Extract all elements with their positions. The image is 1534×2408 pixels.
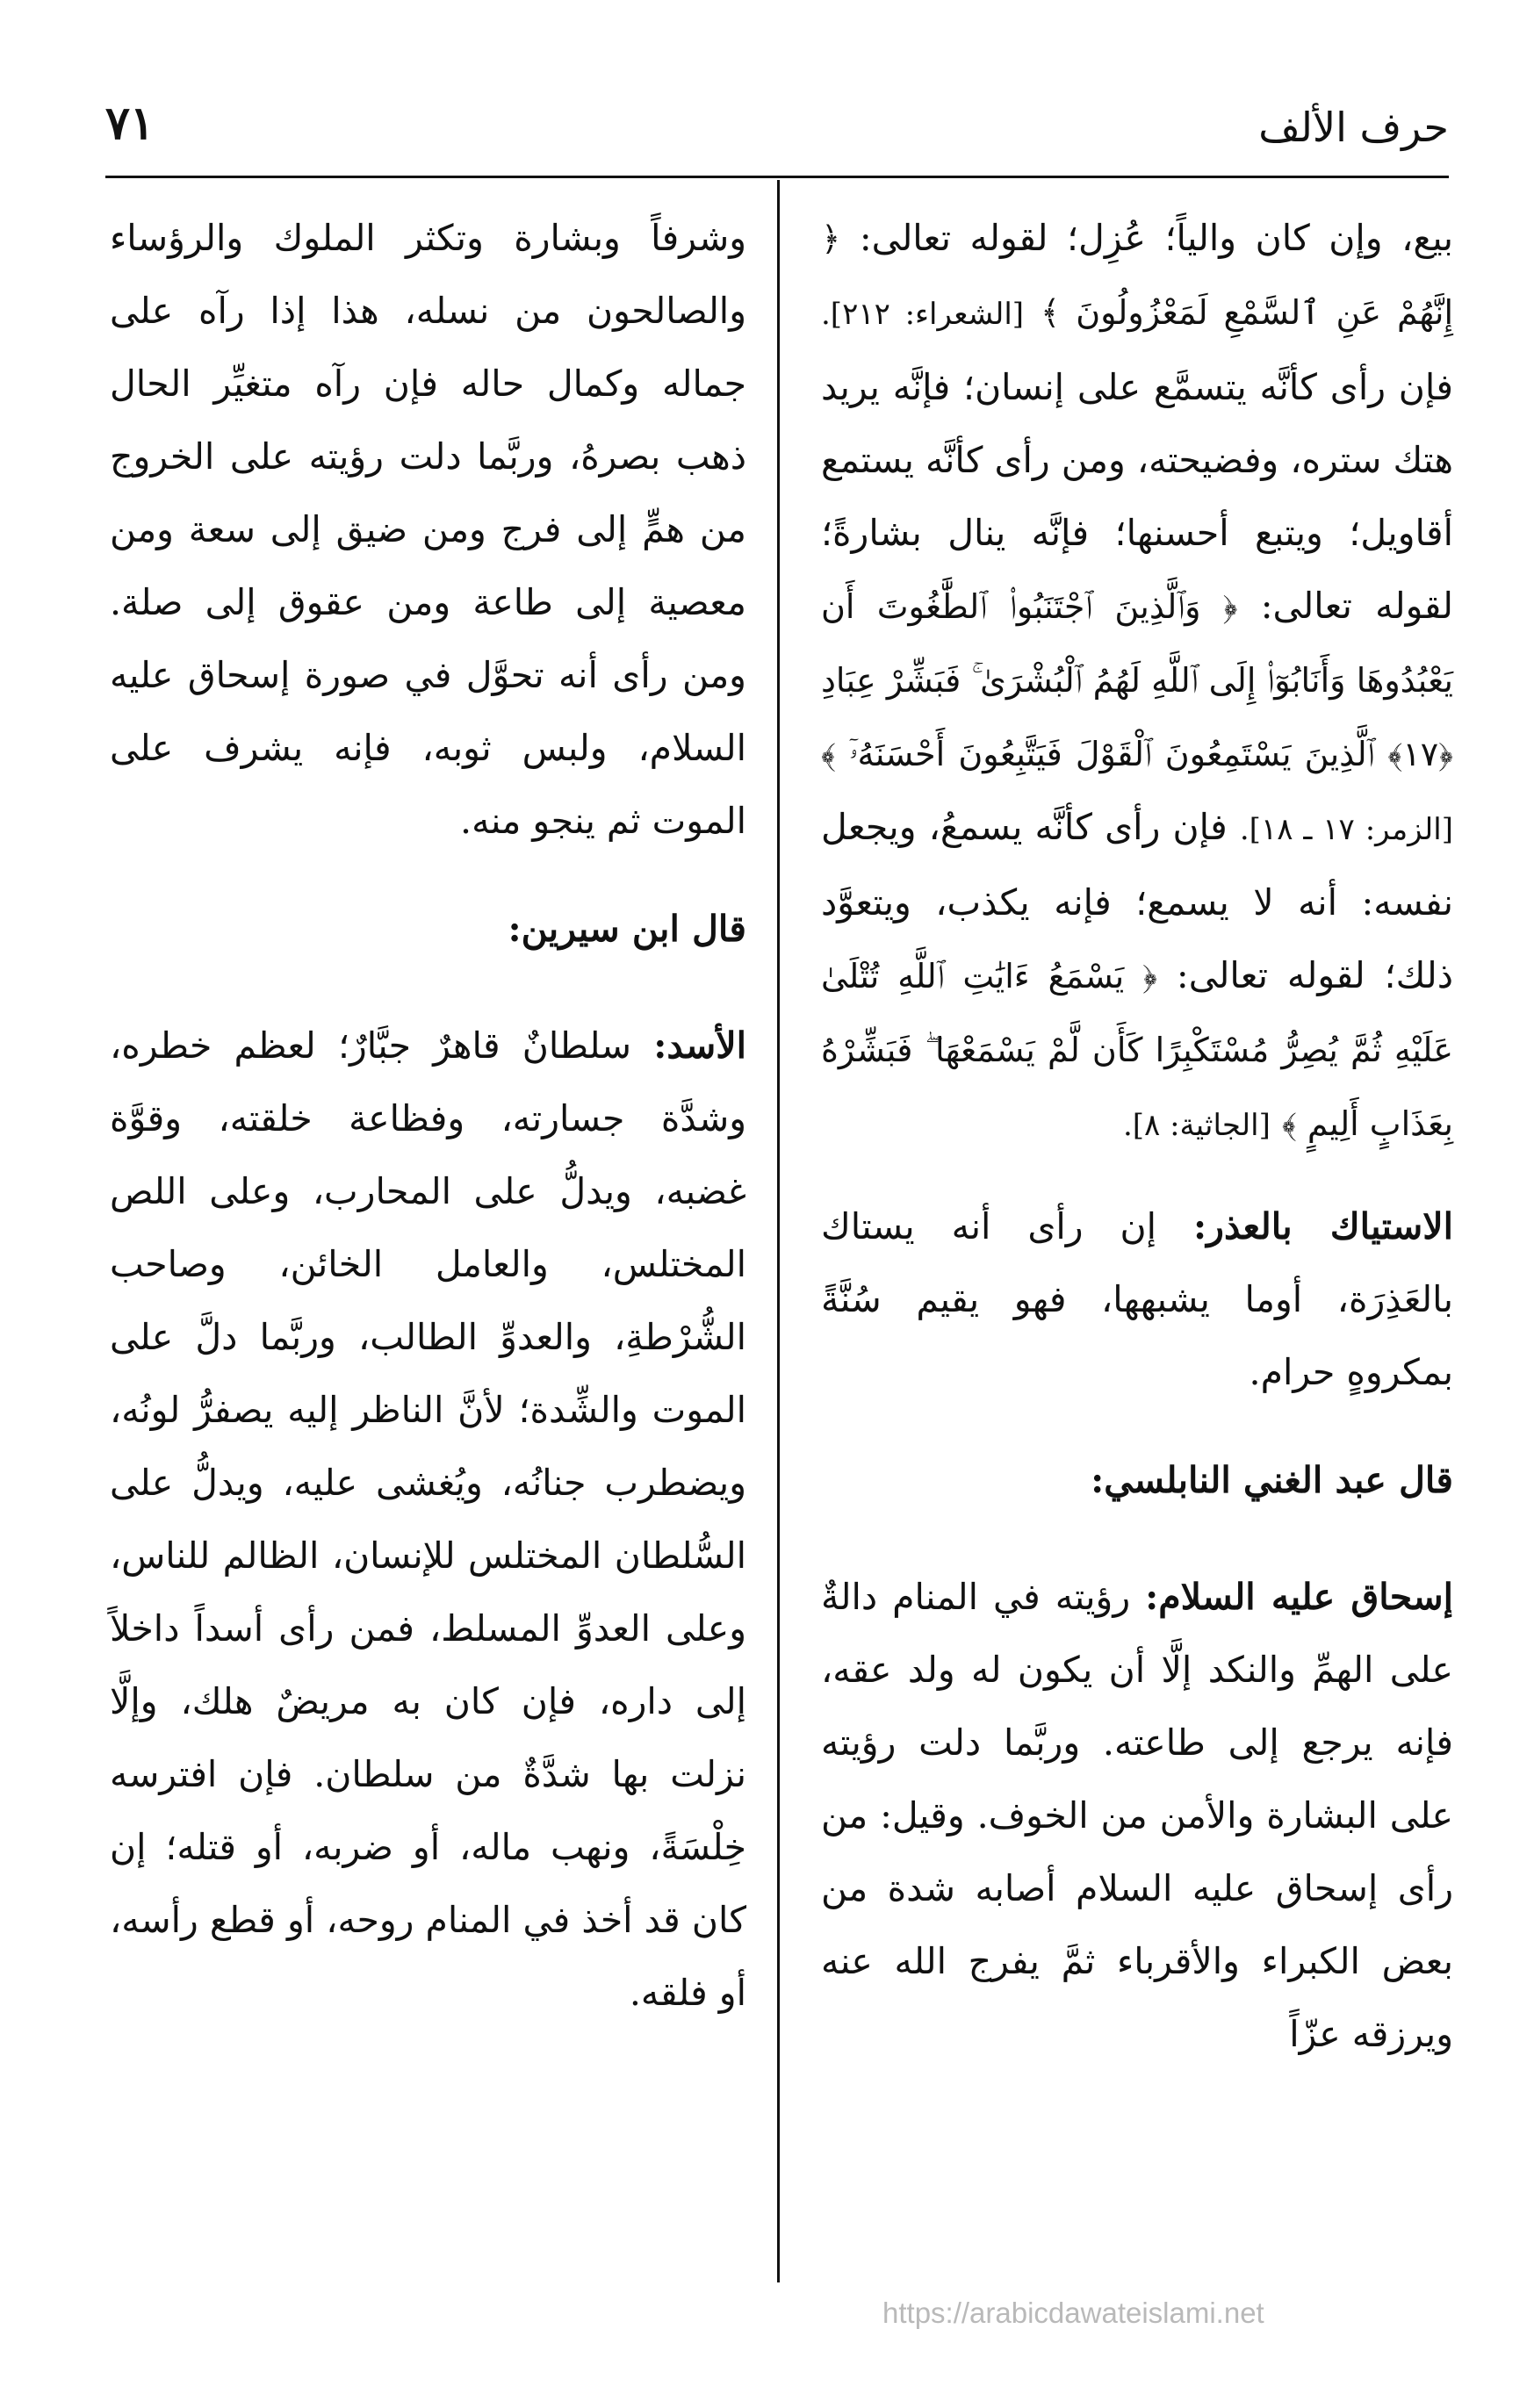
entry-ishaq <box>821 1561 1453 2071</box>
paragraph-text: بيع، وإن كان والياً؛ عُزِل؛ لقوله تعالى: <box>859 217 1453 259</box>
quran-verse: ﴿ يَسْمَعُ ءَايَٰتِ ٱللَّهِ تُتْلَىٰ عَلَيْهِ ثُمَّ يُصِرُّ مُسْتَكْبِرًا كَأَن لَّمْ يَسْمَعْهَا ۖ فَبَشِّرْهُ بِعَذَابٍ أَلِيمٍ ﴾ <box>821 957 1453 1143</box>
entry-lion <box>110 1010 746 2030</box>
page-header <box>105 97 1449 158</box>
header-rule <box>105 176 1449 178</box>
entry-text: رؤيته في المنام دالةٌ على الهمِّ والنكد إلَّا أن يكون له ولد عقه، فإنه يرجع إلى طاعته. وربَّما دلت رؤيته على البشارة والأمن من الخوف. وقيل: من رأى إسحاق عليه السلام أصابه شدة من بعض الكبراء والأقرباء ثمَّ يفرج الله عنه ويرزقه عزّاً <box>821 1576 1453 2055</box>
page-number: ٧١ <box>105 97 155 150</box>
verse-reference: [الزمر: ١٧ ـ ١٨]. <box>1239 812 1453 847</box>
verse-reference: [الجاثية: ٨]. <box>1122 1108 1271 1143</box>
entry-term: الاستياك بالعذر: <box>1193 1205 1453 1247</box>
paragraph-text: فإن رأى كأنَّه يتسمَّع على إنسان؛ فإنَّه يريد هتك ستره، وفضيحته، ومن رأى كأنَّه يستمع أقاويل؛ ويتبع أحسنها؛ فإنَّه ينال بشارةً؛ لقوله تعالى: <box>821 366 1453 627</box>
paragraph-text: فإن رأى كأنَّه يسمعُ، ويجعل نفسه: أنه لا يسمع؛ فإنه يكذب، ويتعوَّد ذلك؛ لقوله تعالى: <box>821 806 1453 996</box>
entry-siwak <box>821 1190 1453 1409</box>
entry-text: إن رأى أنه يستاك بالعَذِرَة، أوما يشبهها، فهو يقيم سُنَّةً بمكروهٍ حرام. <box>821 1205 1453 1393</box>
entry-term: الأسد: <box>653 1024 746 1067</box>
entry-text: سلطانٌ قاهرٌ جبَّارٌ؛ لعظم خطره، وشدَّة جسارته، وفظاعة خلقته، وقوَّة غضبه، ويدلُّ على المحارب، وعلى اللص المختلس، والعامل الخائن، وصاحب الشُّرْطةِ، والعدوِّ الطالب، وربَّما دلَّ على الموت والشِّدة؛ لأنَّ الناظر إليه يصفرُّ لونُه، ويضطرب جنانُه، ويُغشى عليه، ويدلُّ على السُّلطان المختلس للإنسان، الظالم للناس، وعلى العدوِّ المسلط، فمن رأى أسداً داخلاً إلى داره، فإن كان به مريضٌ هلك، وإلَّا نزلت بها شدَّةٌ من سلطان. فإن افترسه خِلْسَةً، ونهب ماله، أو ضربه، أو قتله؛ إن كان قد أخذ في المنام روحه، أو قطع رأسه، أو فلقه. <box>110 1024 746 2014</box>
right-column <box>821 202 1453 2099</box>
chapter-title: حرف الألف <box>1258 104 1449 151</box>
quran-verse: ﴿ إِنَّهُمْ عَنِ ٱلسَّمْعِ لَمَعْزُولُونَ ﴾ <box>821 219 1453 332</box>
quran-verse: ﴿ وَٱلَّذِينَ ٱجْتَنَبُوا۟ ٱلطَّٰغُوتَ أَن يَعْبُدُوهَا وَأَنَابُوٓا۟ إِلَى ٱللَّهِ لَهُمُ ٱلْبُشْرَىٰ ۚ فَبَشِّرْ عِبَادِ ﴿١٧﴾ ٱلَّذِينَ يَسْتَمِعُونَ ٱلْقَوْلَ فَيَتَّبِعُونَ أَحْسَنَهُۥٓ ﴾ <box>821 587 1453 773</box>
left-column <box>110 202 746 2058</box>
paragraph-listening <box>821 202 1453 1162</box>
entry-term: إسحاق عليه السلام: <box>1145 1576 1453 1618</box>
source-watermark: https://arabicdawateislami.net <box>882 2297 1264 2329</box>
verse-reference: [الشعراء: ٢١٢]. <box>821 297 1025 332</box>
section-heading: قال عبد الغني النابلسي: <box>1091 1459 1453 1501</box>
paragraph-continued: وشرفاً وبشارة وتكثر الملوك والرؤساء والصالحون من نسله، هذا إذا رآه على جماله وكمال حاله فإن رآه متغيِّر الحال ذهب بصرهُ، وربَّما دلت رؤيته على الخروج من همٍّ إلى فرج ومن ضيق إلى سعة ومن معصية إلى طاعة ومن عقوق إلى صلة. ومن رأى أنه تحوَّل في صورة إسحاق عليه السلام، ولبس ثوبه، فإنه يشرف على الموت ثم ينجو منه. <box>110 217 746 842</box>
column-divider <box>777 180 780 2282</box>
section-heading: قال ابن سيرين: <box>508 908 746 950</box>
